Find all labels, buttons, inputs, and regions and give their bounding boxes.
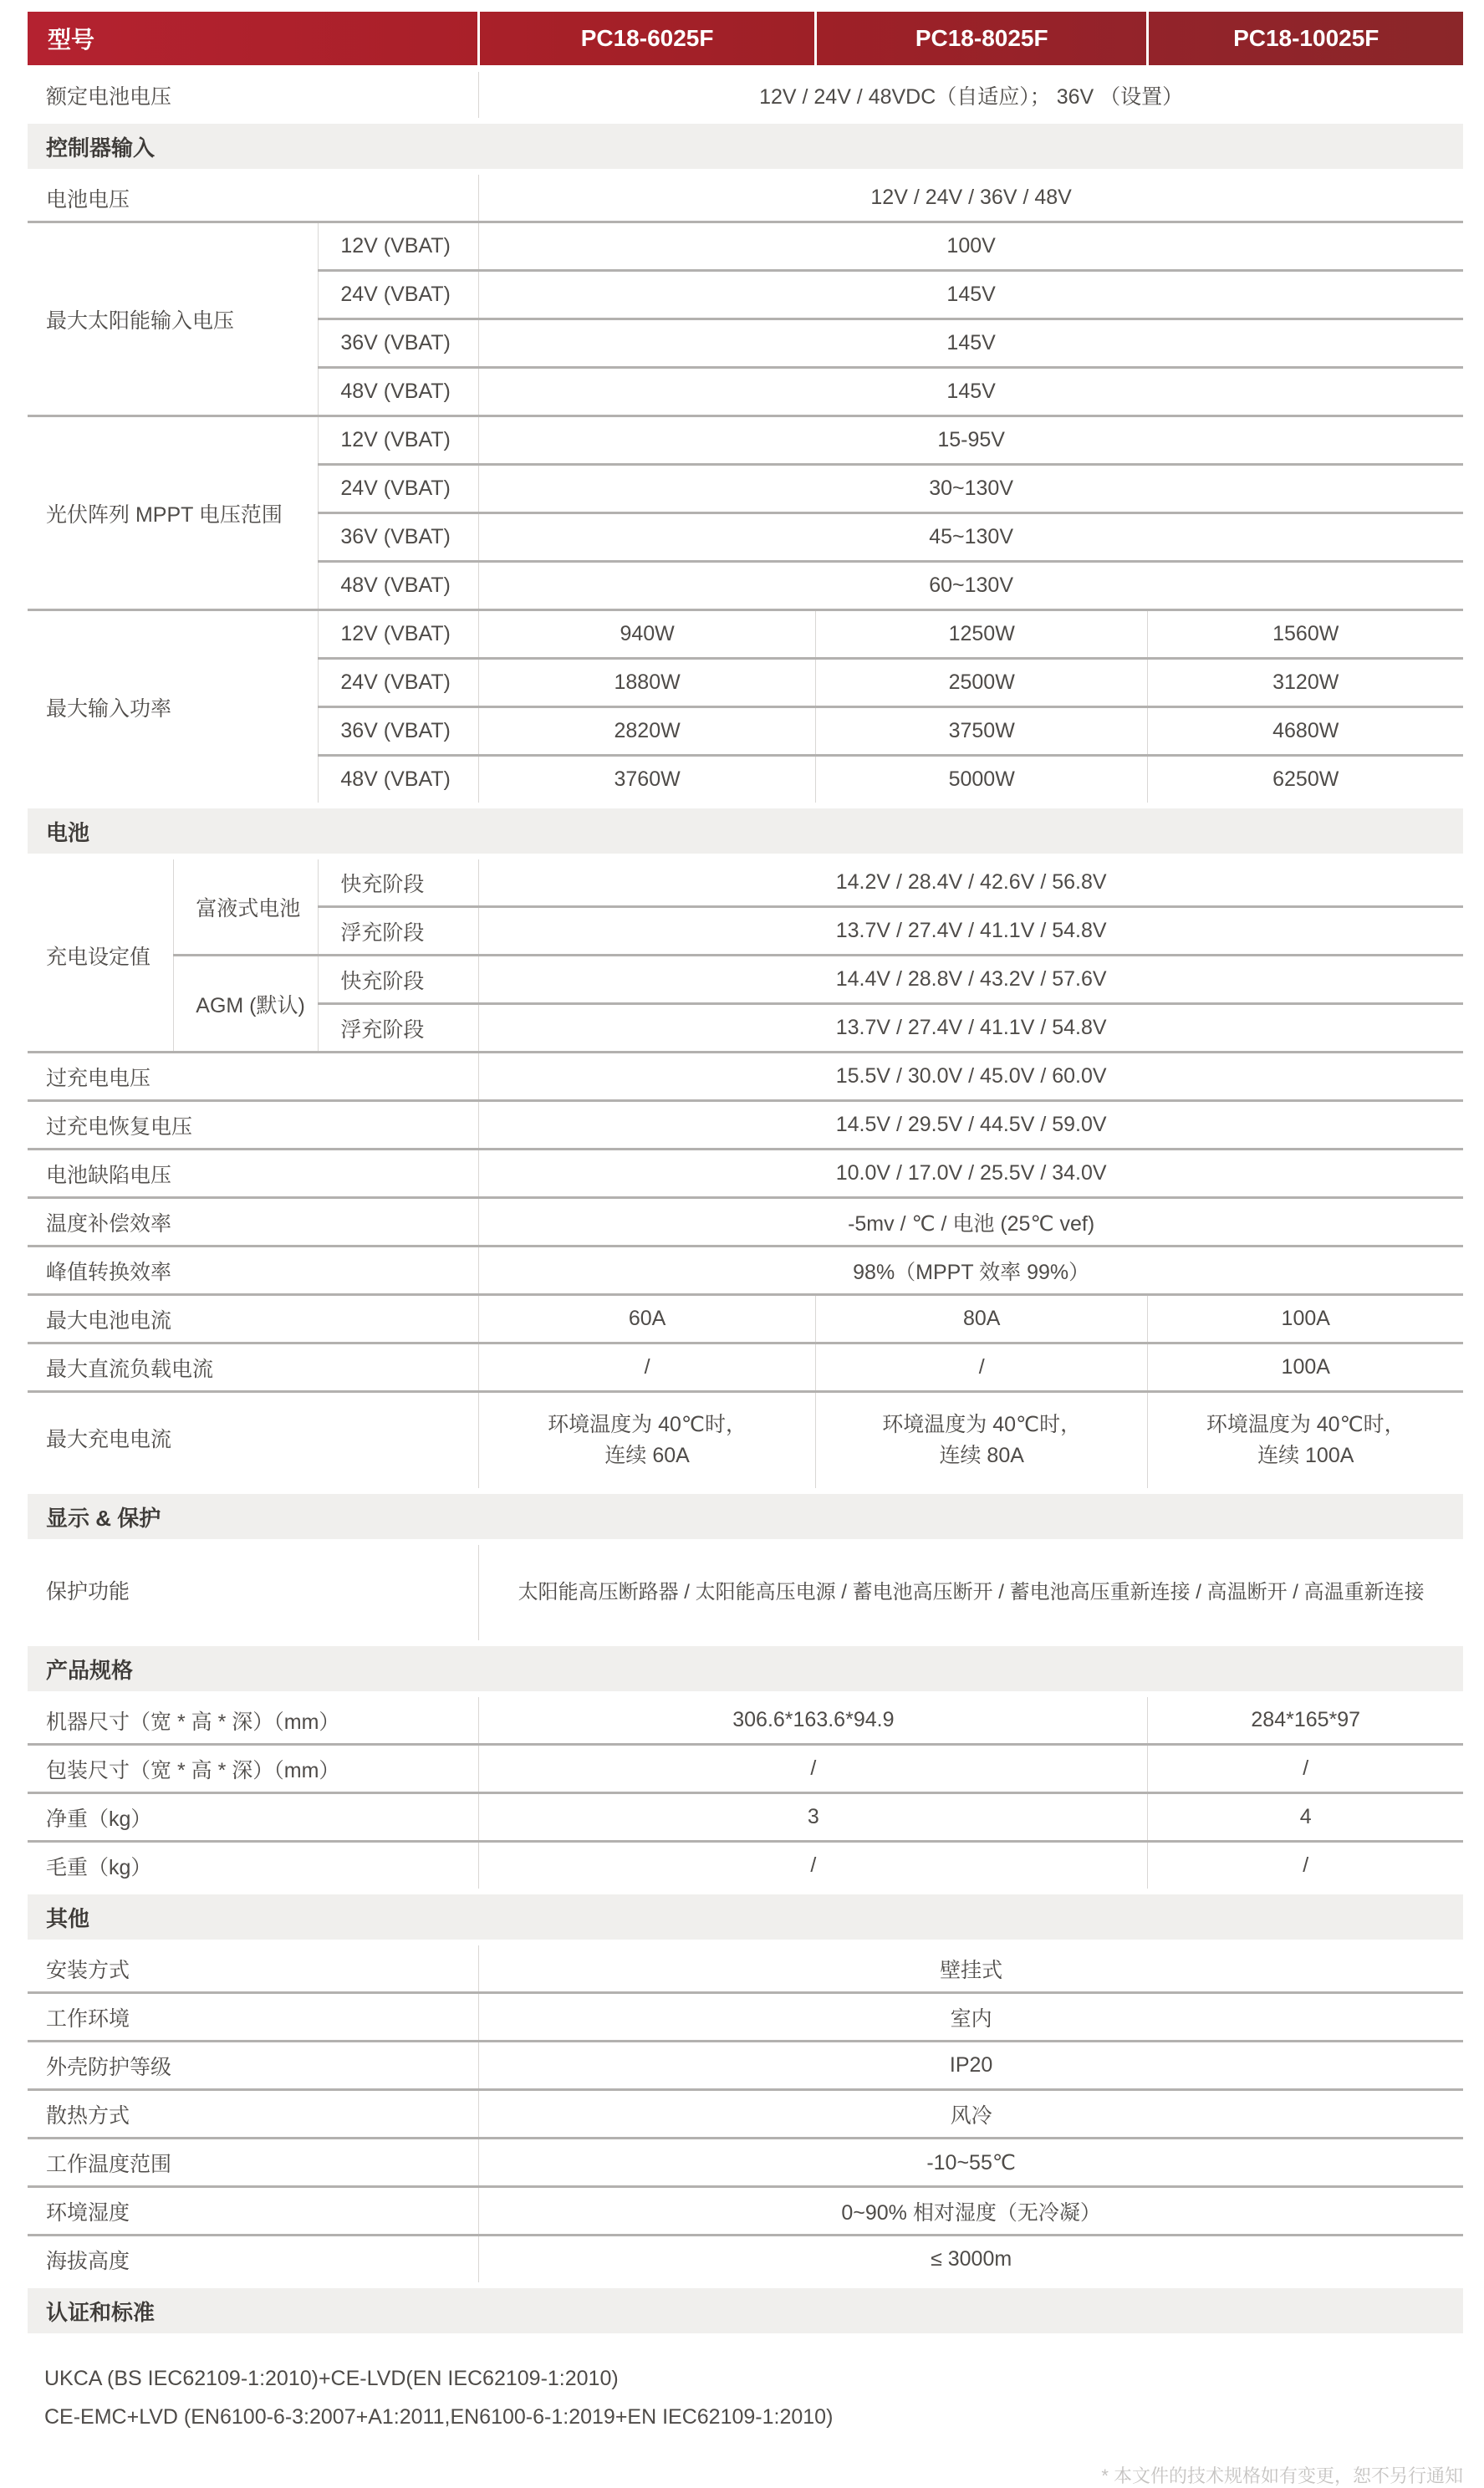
value-working-environment: 室内 bbox=[479, 1993, 1463, 2042]
row-protection-functions bbox=[28, 1542, 1463, 1644]
value-battery-voltage: 12V / 24V / 36V / 48V bbox=[479, 172, 1463, 222]
row-max-battery-current bbox=[28, 1295, 1463, 1343]
label-working-environment: 工作环境 bbox=[28, 1993, 479, 2042]
value-battery-defect-voltage: 10.0V / 17.0V / 25.5V / 34.0V bbox=[479, 1150, 1463, 1198]
header-cell-model-3: PC18-10025F bbox=[1148, 12, 1463, 69]
row-max-power-12v bbox=[28, 610, 1463, 659]
value-max-power-24v-m3: 3120W bbox=[1148, 659, 1463, 707]
section-controller-input bbox=[28, 121, 1463, 172]
sublabel-max-solar-24v: 24V (VBAT) bbox=[319, 271, 479, 319]
value-max-charge-current-m2 bbox=[815, 1392, 1148, 1491]
value-net-weight-m3: 4 bbox=[1148, 1793, 1463, 1842]
value-line: 连续 60A bbox=[604, 1444, 690, 1467]
value-gross-weight-main: / bbox=[479, 1842, 1148, 1892]
value-package-size-m3: / bbox=[1148, 1745, 1463, 1793]
label-temp-compensation: 温度补偿效率 bbox=[28, 1198, 479, 1247]
value-machine-size-m3: 284*165*97 bbox=[1148, 1695, 1463, 1745]
value-max-power-24v-m1: 1880W bbox=[479, 659, 816, 707]
value-ip-rating: IP20 bbox=[479, 2042, 1463, 2090]
row-temp-compensation bbox=[28, 1198, 1463, 1247]
value-max-charge-current-m3 bbox=[1148, 1392, 1463, 1491]
value-altitude: ≤ 3000m bbox=[479, 2236, 1463, 2286]
section-title-others: 其他 bbox=[28, 1892, 1463, 1943]
row-gross-weight bbox=[28, 1842, 1463, 1892]
value-max-power-36v-m3: 4680W bbox=[1148, 707, 1463, 756]
label-net-weight: 净重（kg） bbox=[28, 1793, 479, 1842]
sublabel-mppt-24v: 24V (VBAT) bbox=[319, 465, 479, 513]
label-cooling: 散热方式 bbox=[28, 2090, 479, 2139]
value-flooded-bulk: 14.2V / 28.4V / 42.6V / 56.8V bbox=[479, 857, 1463, 907]
label-battery-voltage: 电池电压 bbox=[28, 172, 479, 222]
label-mppt-range: 光伏阵列 MPPT 电压范围 bbox=[28, 416, 319, 610]
section-certifications bbox=[28, 2286, 1463, 2337]
sublabel-max-power-24v: 24V (VBAT) bbox=[319, 659, 479, 707]
value-working-temp-range: -10~55℃ bbox=[479, 2139, 1463, 2187]
section-title-certifications: 认证和标准 bbox=[28, 2286, 1463, 2337]
value-max-battery-current-m3: 100A bbox=[1148, 1295, 1463, 1343]
footnote: * 本文件的技术规格如有变更，恕不另行通知 bbox=[1101, 2465, 1463, 2486]
label-altitude: 海拔高度 bbox=[28, 2236, 479, 2286]
row-max-dc-load-current bbox=[28, 1343, 1463, 1392]
sublabel-max-solar-48v: 48V (VBAT) bbox=[319, 368, 479, 416]
table-header-row bbox=[28, 12, 1463, 69]
value-protection-functions: 太阳能高压断路器 / 太阳能高压电源 / 蓄电池高压断开 / 蓄电池高压重新连接 / 高温断开 / 高温重新连接 bbox=[479, 1542, 1463, 1644]
value-mppt-48v: 60~130V bbox=[479, 562, 1463, 610]
value-mppt-12v: 15-95V bbox=[479, 416, 1463, 465]
row-battery-defect-voltage bbox=[28, 1150, 1463, 1198]
row-overcharge-recovery-voltage bbox=[28, 1101, 1463, 1150]
row-package-size bbox=[28, 1745, 1463, 1793]
value-line: 环境温度为 40℃时， bbox=[1206, 1412, 1405, 1436]
value-max-dc-load-current-m2: / bbox=[815, 1343, 1148, 1392]
section-product-specs bbox=[28, 1644, 1463, 1695]
row-peak-efficiency bbox=[28, 1247, 1463, 1295]
row-mppt-12v bbox=[28, 416, 1463, 465]
value-max-charge-current-m1 bbox=[479, 1392, 816, 1491]
label-max-charge-current: 最大充电电流 bbox=[28, 1392, 479, 1491]
value-max-solar-12v: 100V bbox=[479, 222, 1463, 271]
label-package-size: 包装尺寸（宽 * 高 * 深）（mm） bbox=[28, 1745, 479, 1793]
row-working-environment bbox=[28, 1993, 1463, 2042]
sublabel-mppt-48v: 48V (VBAT) bbox=[319, 562, 479, 610]
row-humidity bbox=[28, 2187, 1463, 2236]
value-rated-battery-voltage: 12V / 24V / 48VDC（自适应）； 36V （设置） bbox=[479, 69, 1463, 121]
row-overcharge-voltage bbox=[28, 1053, 1463, 1101]
label-working-temp-range: 工作温度范围 bbox=[28, 2139, 479, 2187]
value-max-power-48v-m2: 5000W bbox=[815, 756, 1148, 806]
label-overcharge-recovery-voltage: 过充电恢复电压 bbox=[28, 1101, 479, 1150]
row-altitude bbox=[28, 2236, 1463, 2286]
label-max-dc-load-current: 最大直流负载电流 bbox=[28, 1343, 479, 1392]
value-max-power-36v-m1: 2820W bbox=[479, 707, 816, 756]
value-gross-weight-m3: / bbox=[1148, 1842, 1463, 1892]
sublabel-battery-type-agm: AGM (默认) bbox=[174, 956, 319, 1053]
sublabel-mppt-36v: 36V (VBAT) bbox=[319, 513, 479, 562]
section-title-product-specs: 产品规格 bbox=[28, 1644, 1463, 1695]
value-max-power-12v-m3: 1560W bbox=[1148, 610, 1463, 659]
value-peak-efficiency: 98%（MPPT 效率 99%） bbox=[479, 1247, 1463, 1295]
value-mppt-36v: 45~130V bbox=[479, 513, 1463, 562]
value-overcharge-voltage: 15.5V / 30.0V / 45.0V / 60.0V bbox=[479, 1053, 1463, 1101]
section-title-controller-input: 控制器输入 bbox=[28, 121, 1463, 172]
value-mppt-24v: 30~130V bbox=[479, 465, 1463, 513]
section-title-battery: 电池 bbox=[28, 806, 1463, 857]
certifications-text bbox=[28, 2337, 1463, 2440]
label-ip-rating: 外壳防护等级 bbox=[28, 2042, 479, 2090]
label-battery-defect-voltage: 电池缺陷电压 bbox=[28, 1150, 479, 1198]
value-overcharge-recovery-voltage: 14.5V / 29.5V / 44.5V / 59.0V bbox=[479, 1101, 1463, 1150]
value-max-battery-current-m1: 60A bbox=[479, 1295, 816, 1343]
value-line: 连续 80A bbox=[939, 1444, 1024, 1467]
row-ip-rating bbox=[28, 2042, 1463, 2090]
sublabel-max-power-36v: 36V (VBAT) bbox=[319, 707, 479, 756]
sublabel-max-solar-12v: 12V (VBAT) bbox=[319, 222, 479, 271]
label-max-solar-input-voltage: 最大太阳能输入电压 bbox=[28, 222, 319, 416]
value-line: 环境温度为 40℃时， bbox=[882, 1412, 1082, 1436]
value-max-solar-48v: 145V bbox=[479, 368, 1463, 416]
value-humidity: 0~90% 相对湿度（无冷凝） bbox=[479, 2187, 1463, 2236]
value-installation: 壁挂式 bbox=[479, 1943, 1463, 1993]
value-package-size-main: / bbox=[479, 1745, 1148, 1793]
certification-line-1: UKCA (BS IEC62109-1:2010)+CE-LVD(EN IEC62109-1:2010) bbox=[44, 2367, 619, 2390]
value-machine-size-main: 306.6*163.6*94.9 bbox=[479, 1695, 1148, 1745]
label-overcharge-voltage: 过充电电压 bbox=[28, 1053, 479, 1101]
label-peak-efficiency: 峰值转换效率 bbox=[28, 1247, 479, 1295]
section-display-protection bbox=[28, 1491, 1463, 1542]
spec-table bbox=[28, 12, 1463, 2440]
sublabel-mppt-12v: 12V (VBAT) bbox=[319, 416, 479, 465]
sublabel-max-power-12v: 12V (VBAT) bbox=[319, 610, 479, 659]
value-max-power-24v-m2: 2500W bbox=[815, 659, 1148, 707]
section-battery bbox=[28, 806, 1463, 857]
sublabel-stage-agm-bulk: 快充阶段 bbox=[319, 956, 479, 1004]
label-protection-functions: 保护功能 bbox=[28, 1542, 479, 1644]
sublabel-stage-agm-float: 浮充阶段 bbox=[319, 1004, 479, 1053]
value-line: 连续 100A bbox=[1257, 1444, 1354, 1467]
row-charge-agm-bulk bbox=[28, 956, 1463, 1004]
value-max-solar-24v: 145V bbox=[479, 271, 1463, 319]
sublabel-stage-flooded-float: 浮充阶段 bbox=[319, 907, 479, 956]
section-title-display-protection: 显示 & 保护 bbox=[28, 1491, 1463, 1542]
label-machine-size: 机器尺寸（宽 * 高 * 深）（mm） bbox=[28, 1695, 479, 1745]
label-installation: 安装方式 bbox=[28, 1943, 479, 1993]
value-cooling: 风冷 bbox=[479, 2090, 1463, 2139]
label-rated-battery-voltage: 额定电池电压 bbox=[28, 69, 479, 121]
value-flooded-float: 13.7V / 27.4V / 41.1V / 54.8V bbox=[479, 907, 1463, 956]
sublabel-max-solar-36v: 36V (VBAT) bbox=[319, 319, 479, 368]
row-machine-size bbox=[28, 1695, 1463, 1745]
row-max-solar-12v bbox=[28, 222, 1463, 271]
value-line: 环境温度为 40℃时， bbox=[548, 1412, 747, 1436]
row-cooling bbox=[28, 2090, 1463, 2139]
row-certifications bbox=[28, 2337, 1463, 2440]
value-max-power-48v-m1: 3760W bbox=[479, 756, 816, 806]
header-cell-model-1: PC18-6025F bbox=[479, 12, 816, 69]
row-charge-flooded-bulk bbox=[28, 857, 1463, 907]
sublabel-max-power-48v: 48V (VBAT) bbox=[319, 756, 479, 806]
value-agm-bulk: 14.4V / 28.8V / 43.2V / 57.6V bbox=[479, 956, 1463, 1004]
value-max-dc-load-current-m1: / bbox=[479, 1343, 816, 1392]
value-max-power-12v-m1: 940W bbox=[479, 610, 816, 659]
value-max-power-48v-m3: 6250W bbox=[1148, 756, 1463, 806]
row-working-temp-range bbox=[28, 2139, 1463, 2187]
header-cell-model-label: 型号 bbox=[28, 12, 479, 69]
value-max-solar-36v: 145V bbox=[479, 319, 1463, 368]
label-max-battery-current: 最大电池电流 bbox=[28, 1295, 479, 1343]
row-net-weight bbox=[28, 1793, 1463, 1842]
header-cell-model-2: PC18-8025F bbox=[815, 12, 1148, 69]
label-max-input-power: 最大输入功率 bbox=[28, 610, 319, 806]
row-max-charge-current bbox=[28, 1392, 1463, 1491]
row-battery-voltage bbox=[28, 172, 1463, 222]
sublabel-battery-type-flooded: 富液式电池 bbox=[174, 857, 319, 956]
value-agm-float: 13.7V / 27.4V / 41.1V / 54.8V bbox=[479, 1004, 1463, 1053]
certification-line-2: CE-EMC+LVD (EN6100-6-3:2007+A1:2011,EN6100-6-1:2019+EN IEC62109-1:2010) bbox=[44, 2405, 834, 2429]
value-max-battery-current-m2: 80A bbox=[815, 1295, 1148, 1343]
value-max-power-12v-m2: 1250W bbox=[815, 610, 1148, 659]
sublabel-stage-flooded-bulk: 快充阶段 bbox=[319, 857, 479, 907]
row-installation bbox=[28, 1943, 1463, 1993]
section-others bbox=[28, 1892, 1463, 1943]
label-humidity: 环境湿度 bbox=[28, 2187, 479, 2236]
value-temp-compensation: -5mv / ℃ / 电池 (25℃ vef) bbox=[479, 1198, 1463, 1247]
value-net-weight-main: 3 bbox=[479, 1793, 1148, 1842]
row-rated-battery-voltage bbox=[28, 69, 1463, 121]
value-max-power-36v-m2: 3750W bbox=[815, 707, 1148, 756]
value-max-dc-load-current-m3: 100A bbox=[1148, 1343, 1463, 1392]
label-gross-weight: 毛重（kg） bbox=[28, 1842, 479, 1892]
label-charge-setpoints: 充电设定值 bbox=[28, 857, 174, 1053]
